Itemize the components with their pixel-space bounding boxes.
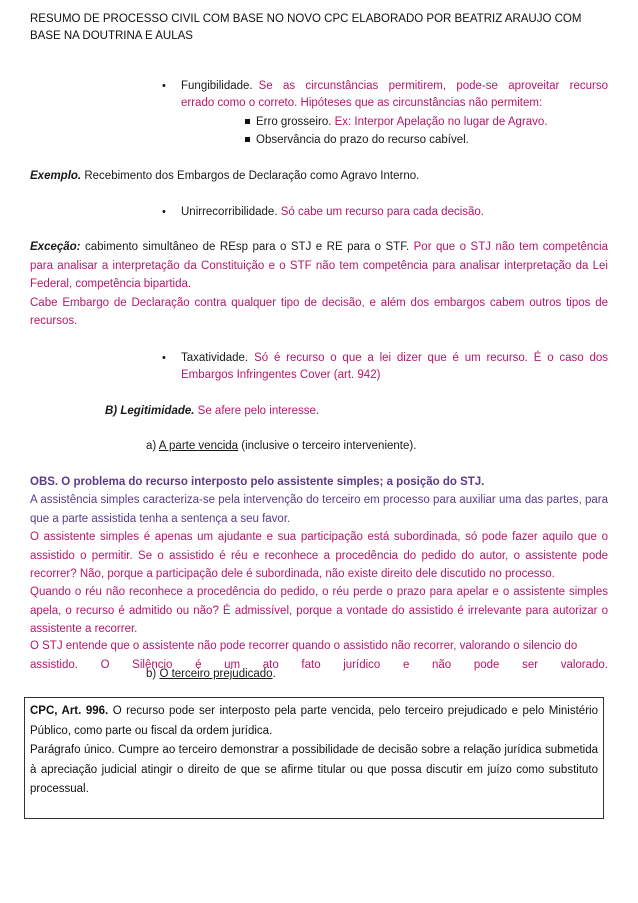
sub-item-prazo: Observância do prazo do recurso cabível.: [245, 132, 469, 149]
word: O: [100, 658, 110, 671]
fungibilidade-text-1: Se as circunstâncias permitirem, pode-se aproveitar recurso: [258, 80, 608, 92]
word: e: [402, 658, 410, 671]
word: é: [195, 658, 202, 671]
word: pode: [473, 658, 500, 671]
sub-item-erro: Erro grosseiro. Ex: Interpor Apelação no lugar de Agravo.: [245, 114, 548, 131]
exemplo-line: Exemplo. Recebimento dos Embargos de Declaração como Agravo Interno.: [30, 170, 420, 182]
unirrecorribilidade-line: Unirrecorribilidade. Só cabe um recurso para cada decisão.: [181, 206, 485, 218]
bullet-icon: •: [162, 352, 166, 364]
obs-paragraph-4: O STJ entende que o assistente não pode recorrer quando o assistido não recorrer, valorando o silencio do assistido. O Silêncio é um ato fato jurídico e não pode ser valorado.: [30, 637, 608, 674]
word: não: [432, 658, 452, 671]
word: valorado.: [560, 658, 608, 671]
legitimidade-heading: B) Legitimidade. Se afere pelo interesse.: [105, 405, 320, 417]
square-bullet-icon: [245, 119, 250, 124]
word: Silêncio: [132, 658, 173, 671]
word: assistido.: [30, 658, 78, 671]
obs-paragraph-3: Quando o réu não reconhece a procedência do pedido, o réu perde o prazo para apelar e o assistente simples apela, o recurso é admitido ou não? É admissível, porque a vontade do assistido é irrelevante para autorizar o assistente a recorrer.: [30, 586, 608, 635]
obs-paragraph-2: O assistente simples é apenas um ajudante e sua participação está subordinada, só pode fazer aquilo que o assistido o permitir. Se o assistido é réu e reconhece a procedência do pedido do autor, o assistente pode recorrer? Não, porque a participação dele é subordinada, não existe direito dele discutido no processo.: [30, 531, 608, 580]
obs-paragraph-1: A assistência simples caracteriza-se pela intervenção do terceiro em processo para auxiliar uma das partes, para que a parte assistida tenha a sentença a seu favor.: [30, 494, 608, 525]
word: ato: [262, 658, 279, 671]
excecao-paragraph: Exceção: cabimento simultâneo de REsp para o STJ e RE para o STF. Por que o STJ não tem competência para analisar a interpretação da Constituição e o STF não tem competência para analisar interpretação da Lei Federal, competência bipartida. Cabe Embargo de Declaração contra qualquer tipo de decisão, e além dos embargos cabem outros tipos de recursos.: [30, 241, 609, 327]
word: ser: [522, 658, 539, 671]
document-header: RESUMO DE PROCESSO CIVIL COM BASE NO NOVO CPC ELABORADO POR BEATRIZ ARAUJO COM BASE NA DOUTRINA E AULAS: [30, 13, 582, 42]
item-b: b) O terceiro prejudicado.: [146, 668, 276, 680]
bullet-icon: •: [162, 206, 166, 218]
word: fato: [301, 658, 321, 671]
word: jurídico: [343, 658, 381, 671]
fungibilidade-term: Fungibilidade.: [181, 80, 253, 92]
taxatividade-block: Taxatividade. Só é recurso o que a lei dizer que é um recurso. É o caso dos Embargos Infringentes Cover (art. 942): [181, 352, 608, 381]
bullet-icon: •: [162, 80, 166, 92]
square-bullet-icon: [245, 137, 250, 142]
fungibilidade-block: [181, 78, 608, 112]
obs-paragraph-4-last-line: [30, 656, 608, 675]
obs-title: OBS. O problema do recurso interposto pelo assistente simples; a posição do STJ.: [30, 476, 485, 488]
word: um: [224, 658, 241, 671]
fungibilidade-text-2: errado como o correto. Hipóteses que as circunstâncias não permitem:: [181, 97, 543, 109]
item-a: a) A parte vencida (inclusive o terceiro interveniente).: [146, 440, 417, 452]
cpc-article-box: CPC, Art. 996. O recurso pode ser interposto pela parte vencida, pelo terceiro prejudicado e pelo Ministério Público, como parte ou fiscal da ordem jurídica. Parágrafo único. Cumpre ao terceiro demonstrar a possibilidade de decisão sobre a relação jurídica submetida à apreciação judicial atingir o direito de que se afirme titular ou que possa discutir em juízo como substituto processual.: [24, 697, 604, 819]
